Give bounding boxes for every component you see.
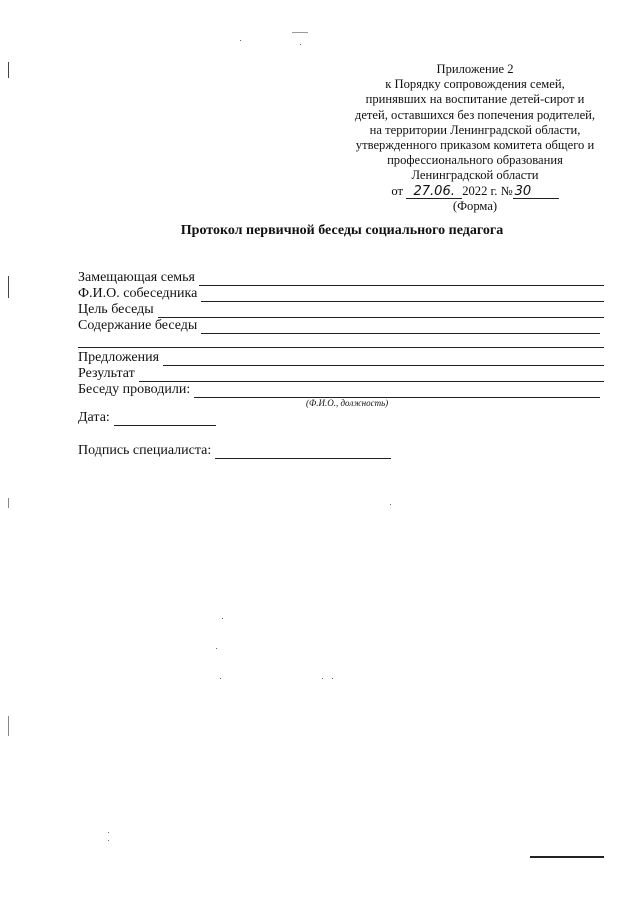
field-family-line[interactable] <box>199 273 604 286</box>
field-proposals <box>78 350 604 366</box>
field-purpose-line[interactable] <box>158 305 604 318</box>
field-family-label: Замещающая семья <box>78 270 195 285</box>
field-conducted-by-line[interactable] <box>194 385 600 398</box>
scan-mark <box>220 678 221 679</box>
field-interlocutor <box>78 286 604 302</box>
field-family <box>78 270 604 286</box>
scan-mark <box>390 504 391 505</box>
field-content-line[interactable] <box>201 321 600 334</box>
field-conducted-by <box>78 382 600 398</box>
field-result <box>78 366 604 382</box>
field-conducted-by-label: Беседу проводили: <box>78 382 191 397</box>
field-signature-line[interactable] <box>215 446 391 459</box>
field-result-line[interactable] <box>139 369 604 382</box>
scan-mark <box>240 40 241 41</box>
field-purpose <box>78 302 604 318</box>
scan-mark <box>8 716 9 736</box>
scan-mark <box>8 498 9 508</box>
appendix-block <box>338 62 612 214</box>
field-proposals-label: Предложения <box>78 350 160 365</box>
appendix-line: к Порядку сопровождения семей, <box>385 77 565 92</box>
appendix-line: на территории Ленинградской области, <box>369 122 581 137</box>
order-number-handwritten: 30 <box>513 185 559 199</box>
scan-mark <box>8 62 9 78</box>
field-date-line[interactable] <box>114 413 216 426</box>
document-title: Протокол первичной беседы социального педагога <box>180 223 504 238</box>
field-interlocutor-line[interactable] <box>201 289 604 302</box>
field-content-label: Содержание беседы <box>78 318 198 333</box>
scan-mark <box>108 832 109 833</box>
field-result-label: Результат <box>78 366 135 381</box>
scan-mark <box>292 32 308 33</box>
field-content <box>78 318 600 334</box>
order-date-handwritten: 27.06. <box>406 185 462 199</box>
scan-mark <box>300 44 301 45</box>
appendix-line: Ленинградской области <box>411 168 539 183</box>
order-prefix: от <box>391 183 404 198</box>
order-reference <box>338 184 612 199</box>
field-conducted-by-caption: (Ф.И.О., должность) <box>306 398 389 408</box>
field-content-extra-line[interactable] <box>78 347 604 348</box>
scan-mark <box>332 678 333 679</box>
appendix-line: принявших на воспитание детей-сирот и <box>365 92 585 107</box>
field-signature-label: Подпись специалиста: <box>78 443 212 458</box>
appendix-line: утвержденного приказом комитета общего и <box>355 138 595 153</box>
field-date <box>78 410 216 426</box>
scan-mark <box>322 678 323 679</box>
field-interlocutor-label: Ф.И.О. собеседника <box>78 286 198 301</box>
scan-mark <box>530 856 604 858</box>
scan-mark <box>108 840 109 841</box>
form-label: (Форма) <box>452 198 498 213</box>
field-purpose-label: Цель беседы <box>78 302 154 317</box>
field-proposals-line[interactable] <box>163 353 604 366</box>
appendix-line: профессионального образования <box>387 153 563 168</box>
order-year: 2022 г. № <box>462 183 513 198</box>
field-date-label: Дата: <box>78 410 110 425</box>
scan-mark <box>222 618 223 619</box>
field-signature <box>78 443 391 459</box>
scan-mark <box>8 276 9 298</box>
appendix-line: детей, оставшихся без попечения родителей, <box>354 107 596 122</box>
scan-mark <box>216 648 217 649</box>
appendix-line: Приложение 2 <box>436 62 514 76</box>
